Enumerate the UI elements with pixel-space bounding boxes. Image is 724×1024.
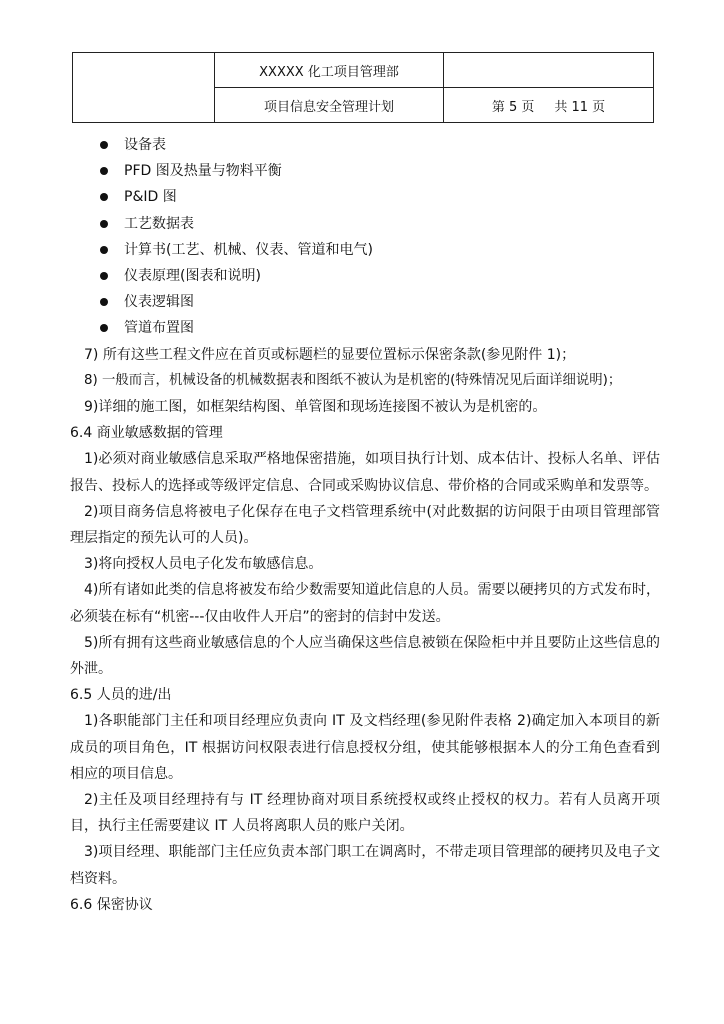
bullet-dot-icon [100, 220, 108, 228]
section-heading: 6.6 保密协议 [70, 896, 153, 913]
bullet-text: PFD 图及热量与物料平衡 [124, 163, 282, 180]
paragraph: 1)必须对商业敏感信息采取严格地保密措施，如项目执行计划、成本估计、投标人名单、评估报告、投标人的选择或等级评定信息、合同或采购协议信息、带价格的合同或采购单和发票等。 [70, 451, 660, 494]
paragraph: 3)将向授权人员电子化发布敏感信息。 [84, 556, 323, 573]
bullet-text: 工艺数据表 [124, 215, 194, 232]
paragraph: 7) 所有这些工程文件应在首页或标题栏的显要位置标示保密条款(参见附件 1)； [84, 346, 576, 363]
bullet-dot-icon [100, 193, 108, 201]
paragraph: 4)所有诸如此类的信息将被发布给少数需要知道此信息的人员。需要以硬拷贝的方式发布时，必须装在标有“机密---仅由收件人开启”的密封的信封中发送。 [70, 582, 660, 625]
bullet-dot-icon [100, 298, 108, 306]
bullet-dot-icon [100, 246, 108, 254]
bullet-text: 仪表原理(图表和说明) [124, 267, 261, 284]
bullet-item [70, 237, 660, 263]
paragraph: 1)各职能部门主任和项目经理应负责向 IT 及文档经理(参见附件表格 2)确定加入本项目的新成员的项目角色，IT 根据访问权限表进行信息授权分组，使其能够根据本人的分工角色查看到相应的项目信息。 [70, 713, 660, 782]
section-heading: 6.4 商业敏感数据的管理 [70, 425, 223, 442]
paragraph: 5)所有拥有这些商业敏感信息的个人应当确保这些信息被锁在保险柜中并且要防止这些信息的外泄。 [70, 634, 660, 677]
bullet-item [70, 132, 660, 158]
bullet-text: P&ID 图 [124, 189, 177, 206]
bullet-text: 设备表 [124, 137, 166, 153]
bullet-item [70, 315, 660, 341]
paragraph: 2)主任及项目经理持有与 IT 经理协商对项目系统授权或终止授权的权力。若有人员离开项目，执行主任需要建议 IT 人员将离职人员的账户关闭。 [70, 791, 660, 835]
header-logo-cell [73, 53, 215, 123]
bullet-text: 管道布置图 [124, 320, 194, 337]
bullet-dot-icon [100, 324, 108, 332]
header-page-total: 共 11 页 [554, 99, 606, 115]
header-org: XXXXX 化工项目管理部 [215, 53, 444, 88]
header-page-number: 第 5 页 [491, 99, 535, 115]
bullet-item [70, 263, 660, 289]
bullet-item [70, 211, 660, 237]
document-body [70, 132, 660, 918]
paragraph: 8) 一般而言，机械设备的机械数据表和图纸不被认为是机密的(特殊情况见后面详细说明)； [84, 372, 622, 388]
bullet-text: 仪表逻辑图 [124, 294, 194, 311]
section-heading: 6.5 人员的进/出 [70, 687, 172, 704]
paragraph: 9)详细的施工图，如框架结构图、单管图和现场连接图不被认为是机密的。 [84, 398, 547, 415]
bullet-dot-icon [100, 141, 108, 149]
bullet-item [70, 289, 660, 315]
header-doc-title: 项目信息安全管理计划 [215, 88, 444, 123]
header-page-cell [444, 88, 654, 123]
paragraph: 2)项目商务信息将被电子化保存在电子文档管理系统中(对此数据的访问限于由项目管理部管理层指定的预先认可的人员)。 [70, 503, 660, 546]
paragraph: 3)项目经理、职能部门主任应负责本部门职工在调离时，不带走项目管理部的硬拷贝及电子文档资料。 [70, 844, 660, 887]
header-blank-cell [444, 53, 654, 88]
bullet-text: 计算书(工艺、机械、仪表、管道和电气) [124, 241, 373, 258]
bullet-dot-icon [100, 167, 108, 175]
bullet-dot-icon [100, 272, 108, 280]
bullet-item [70, 158, 660, 184]
document-header-table [72, 52, 654, 123]
bullet-item [70, 184, 660, 210]
